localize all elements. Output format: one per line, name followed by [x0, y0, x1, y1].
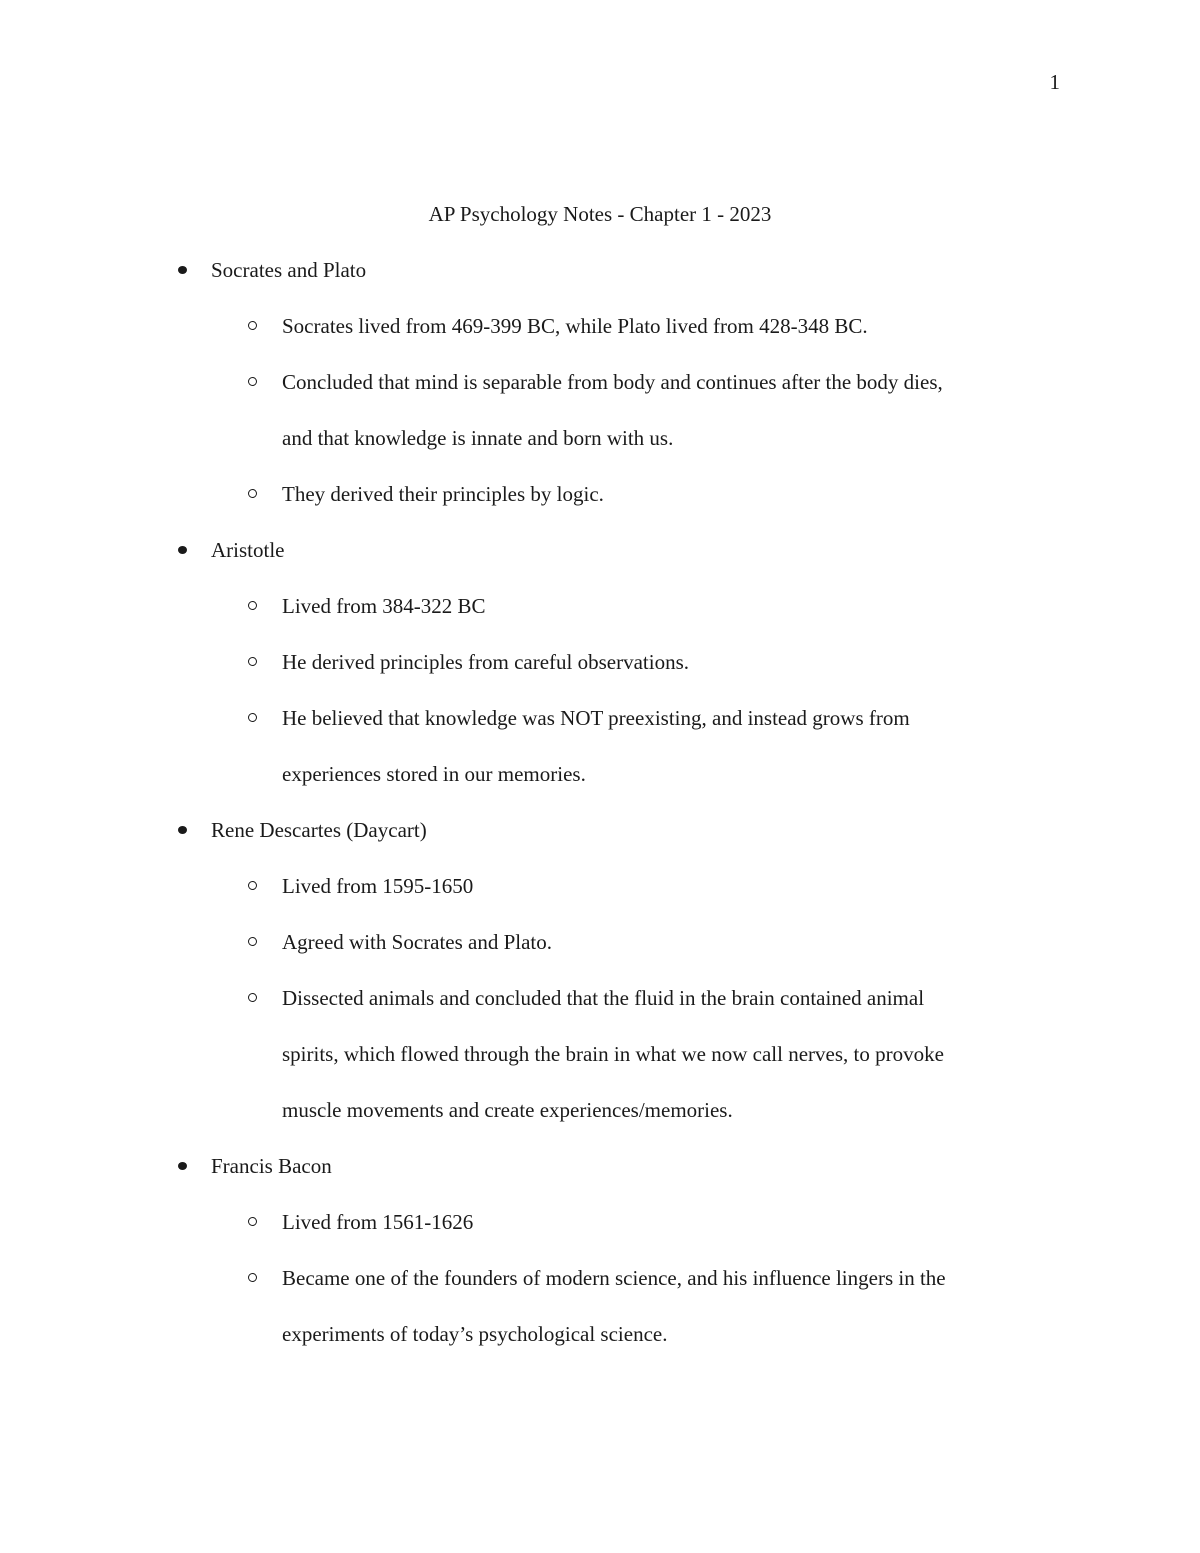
- sub-point-line: [0, 634, 1200, 690]
- sub-point-line: [0, 858, 1200, 914]
- sub-point-continuation: [0, 746, 1200, 802]
- section-heading: Socrates and Plato: [211, 258, 367, 282]
- filled-bullet-icon: [178, 546, 187, 554]
- sub-point-text: They derived their principles by logic.: [282, 482, 604, 506]
- hollow-bullet-icon: [248, 937, 257, 946]
- sub-point-line: [0, 578, 1200, 634]
- sub-point-line: [0, 970, 1200, 1026]
- hollow-bullet-icon: [248, 993, 257, 1002]
- sub-point-line: [0, 914, 1200, 970]
- section-heading-line: [0, 1138, 1200, 1194]
- sub-point-text: muscle movements and create experiences/memories.: [282, 1098, 733, 1122]
- filled-bullet-icon: [178, 1162, 187, 1170]
- hollow-bullet-icon: [248, 601, 257, 610]
- sub-point-line: [0, 1250, 1200, 1306]
- sub-point-text: Lived from 384-322 BC: [282, 594, 486, 618]
- page-number: 1: [1049, 70, 1060, 94]
- notes-list: [0, 242, 1200, 1362]
- filled-bullet-icon: [178, 826, 187, 834]
- sub-point-text: Lived from 1561-1626: [282, 1210, 474, 1234]
- sub-point-text: Concluded that mind is separable from body and continues after the body dies,: [282, 370, 943, 394]
- sub-point-text: Socrates lived from 469-399 BC, while Plato lived from 428-348 BC.: [282, 314, 868, 338]
- sub-point-continuation: [0, 1026, 1200, 1082]
- sub-point-line: [0, 690, 1200, 746]
- hollow-bullet-icon: [248, 713, 257, 722]
- section-heading: Rene Descartes (Daycart): [211, 818, 427, 842]
- sub-point-text: and that knowledge is innate and born with us.: [282, 426, 674, 450]
- sub-point-line: [0, 466, 1200, 522]
- sub-point-text: spirits, which flowed through the brain in what we now call nerves, to provoke: [282, 1042, 944, 1066]
- hollow-bullet-icon: [248, 1273, 257, 1282]
- hollow-bullet-icon: [248, 489, 257, 498]
- section-heading: Francis Bacon: [211, 1154, 332, 1178]
- hollow-bullet-icon: [248, 1217, 257, 1226]
- section-heading-line: [0, 242, 1200, 298]
- sub-point-line: [0, 298, 1200, 354]
- hollow-bullet-icon: [248, 321, 257, 330]
- sub-point-text: Lived from 1595-1650: [282, 874, 474, 898]
- sub-point-text: He believed that knowledge was NOT preexisting, and instead grows from: [282, 706, 910, 730]
- sub-point-text: experiences stored in our memories.: [282, 762, 586, 786]
- sub-point-continuation: [0, 410, 1200, 466]
- hollow-bullet-icon: [248, 881, 257, 890]
- sub-point-text: He derived principles from careful observations.: [282, 650, 690, 674]
- sub-point-text: Became one of the founders of modern science, and his influence lingers in the: [282, 1266, 946, 1290]
- section-heading: Aristotle: [211, 538, 285, 562]
- filled-bullet-icon: [178, 266, 187, 274]
- section-heading-line: [0, 802, 1200, 858]
- hollow-bullet-icon: [248, 377, 257, 386]
- sub-point-line: [0, 1194, 1200, 1250]
- sub-point-text: experiments of today’s psychological science.: [282, 1322, 668, 1346]
- sub-point-continuation: [0, 1306, 1200, 1362]
- sub-point-text: Dissected animals and concluded that the fluid in the brain contained animal: [282, 986, 925, 1010]
- sub-point-text: Agreed with Socrates and Plato.: [282, 930, 553, 954]
- sub-point-line: [0, 354, 1200, 410]
- page-title: AP Psychology Notes - Chapter 1 - 2023: [428, 202, 772, 226]
- hollow-bullet-icon: [248, 657, 257, 666]
- section-heading-line: [0, 522, 1200, 578]
- sub-point-continuation: [0, 1082, 1200, 1138]
